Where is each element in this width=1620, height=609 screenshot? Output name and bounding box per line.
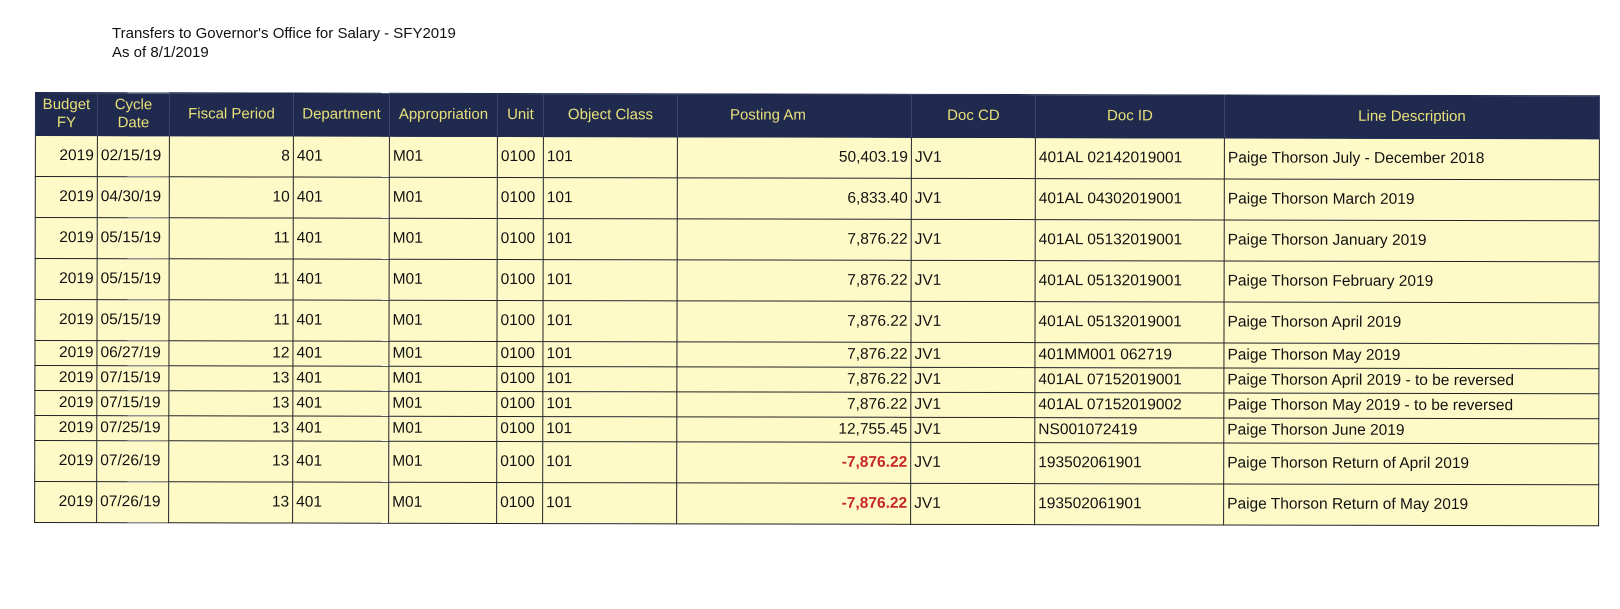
col-header-unit: Unit — [497, 93, 543, 136]
cell-appropriation: M01 — [389, 441, 497, 482]
transfers-table-container — [34, 92, 1599, 526]
col-header-object-class: Object Class — [543, 94, 677, 137]
cell-posting-amount: 12,755.45 — [677, 417, 911, 442]
cell-line-description: Paige Thorson June 2019 — [1224, 418, 1599, 444]
table-row — [35, 416, 1599, 444]
cell-doc-cd: JV1 — [911, 483, 1035, 524]
cell-cycle-date: 05/15/19 — [97, 218, 169, 259]
cell-unit: 0100 — [497, 177, 543, 218]
cell-doc-id: 193502061901 — [1035, 443, 1224, 484]
cell-doc-cd: JV1 — [911, 392, 1035, 417]
cell-object-class: 101 — [543, 417, 677, 442]
col-header-department: Department — [293, 93, 389, 136]
transfers-table — [34, 92, 1600, 526]
cell-doc-cd: JV1 — [911, 367, 1035, 392]
cell-doc-id: 401MM001 062719 — [1035, 343, 1224, 368]
table-row — [35, 391, 1599, 419]
cell-object-class: 101 — [543, 367, 677, 392]
cell-object-class: 101 — [543, 442, 677, 483]
cell-posting-amount: 7,876.22 — [677, 301, 911, 342]
cell-appropriation: M01 — [389, 391, 497, 416]
cell-fiscal-period: 13 — [169, 416, 293, 441]
col-header-fiscal-period: Fiscal Period — [169, 93, 293, 136]
cell-cycle-date: 05/15/19 — [97, 300, 169, 341]
cell-doc-cd: JV1 — [911, 342, 1035, 367]
cell-doc-id: 401AL 07152019001 — [1035, 368, 1224, 393]
col-header-posting-amount: Posting Am — [677, 94, 911, 137]
cell-posting-amount: 6,833.40 — [677, 178, 911, 219]
cell-posting-amount: 7,876.22 — [677, 367, 911, 392]
cell-line-description: Paige Thorson January 2019 — [1224, 220, 1599, 262]
cell-fiscal-period: 11 — [169, 259, 293, 300]
cell-line-description: Paige Thorson Return of April 2019 — [1224, 443, 1599, 485]
cell-cycle-date: 07/15/19 — [97, 366, 169, 391]
cell-fiscal-period: 13 — [169, 441, 293, 482]
cell-department: 401 — [293, 300, 389, 341]
cell-budget-fy: 2019 — [35, 218, 97, 259]
cell-department: 401 — [293, 482, 389, 523]
cell-appropriation: M01 — [389, 416, 497, 441]
col-header-line-description: Line Description — [1224, 95, 1599, 139]
cell-appropriation: M01 — [389, 177, 497, 218]
cell-doc-id: NS001072419 — [1035, 418, 1224, 443]
cell-doc-id: 401AL 05132019001 — [1035, 220, 1224, 261]
cell-unit: 0100 — [497, 482, 543, 523]
cell-doc-id: 401AL 05132019001 — [1035, 261, 1224, 302]
cell-doc-cd: JV1 — [911, 137, 1035, 178]
cell-doc-id: 401AL 04302019001 — [1035, 179, 1224, 220]
cell-appropriation: M01 — [389, 300, 497, 341]
cell-unit: 0100 — [497, 391, 543, 416]
cell-unit: 0100 — [497, 300, 543, 341]
cell-budget-fy: 2019 — [35, 341, 97, 366]
cell-object-class: 101 — [543, 483, 677, 524]
cell-appropriation: M01 — [389, 259, 497, 300]
report-as-of-date: As of 8/1/2019 — [112, 44, 209, 61]
cell-fiscal-period: 10 — [169, 177, 293, 218]
cell-line-description: Paige Thorson May 2019 — [1224, 343, 1599, 369]
table-row — [35, 136, 1599, 180]
cell-unit: 0100 — [497, 441, 543, 482]
cell-department: 401 — [293, 391, 389, 416]
table-row — [35, 366, 1599, 394]
cell-fiscal-period: 12 — [169, 341, 293, 366]
cell-cycle-date: 07/26/19 — [97, 482, 169, 523]
table-row — [35, 177, 1599, 221]
cell-budget-fy: 2019 — [35, 259, 97, 300]
cell-unit: 0100 — [497, 218, 543, 259]
table-row — [35, 218, 1599, 262]
cell-appropriation: M01 — [389, 218, 497, 259]
cell-doc-cd: JV1 — [911, 417, 1035, 442]
cell-object-class: 101 — [543, 301, 677, 342]
cell-posting-amount: 7,876.22 — [677, 342, 911, 367]
cell-doc-cd: JV1 — [911, 260, 1035, 301]
cell-fiscal-period: 11 — [169, 218, 293, 259]
cell-doc-id: 193502061901 — [1035, 484, 1224, 525]
cell-doc-id: 401AL 07152019002 — [1035, 393, 1224, 418]
cell-posting-amount: -7,876.22 — [677, 442, 911, 483]
cell-posting-amount: 50,403.19 — [677, 137, 911, 178]
cell-appropriation: M01 — [389, 341, 497, 366]
cell-line-description: Paige Thorson April 2019 - to be reversed — [1224, 368, 1599, 394]
cell-department: 401 — [293, 341, 389, 366]
cell-unit: 0100 — [497, 416, 543, 441]
cell-doc-id: 401AL 05132019001 — [1035, 302, 1224, 343]
cell-line-description: Paige Thorson May 2019 - to be reversed — [1224, 393, 1599, 419]
cell-posting-amount: 7,876.22 — [677, 392, 911, 417]
report-title: Transfers to Governor's Office for Salary - SFY2019 — [112, 25, 456, 42]
cell-line-description: Paige Thorson April 2019 — [1224, 302, 1599, 344]
cell-fiscal-period: 13 — [169, 482, 293, 523]
cell-budget-fy: 2019 — [35, 416, 97, 441]
cell-budget-fy: 2019 — [35, 300, 97, 341]
col-header-doc-id: Doc ID — [1035, 95, 1224, 138]
cell-object-class: 101 — [543, 260, 677, 301]
cell-appropriation: M01 — [389, 366, 497, 391]
cell-budget-fy: 2019 — [35, 136, 97, 177]
cell-cycle-date: 07/25/19 — [97, 416, 169, 441]
col-header-appropriation: Appropriation — [389, 93, 497, 136]
cell-object-class: 101 — [543, 342, 677, 367]
report-header — [112, 24, 456, 62]
cell-department: 401 — [293, 136, 389, 177]
cell-budget-fy: 2019 — [35, 366, 97, 391]
cell-line-description: Paige Thorson Return of May 2019 — [1224, 484, 1599, 526]
cell-object-class: 101 — [543, 219, 677, 260]
cell-object-class: 101 — [543, 392, 677, 417]
cell-object-class: 101 — [543, 178, 677, 219]
cell-line-description: Paige Thorson February 2019 — [1224, 261, 1599, 303]
cell-posting-amount: 7,876.22 — [677, 219, 911, 260]
cell-budget-fy: 2019 — [35, 391, 97, 416]
table-row — [35, 300, 1599, 344]
col-header-doc-cd: Doc CD — [911, 94, 1035, 137]
cell-line-description: Paige Thorson July - December 2018 — [1224, 138, 1599, 180]
cell-cycle-date: 07/15/19 — [97, 391, 169, 416]
cell-fiscal-period: 11 — [169, 300, 293, 341]
cell-line-description: Paige Thorson March 2019 — [1224, 179, 1599, 221]
cell-fiscal-period: 8 — [169, 136, 293, 177]
table-row — [35, 441, 1599, 485]
cell-doc-cd: JV1 — [911, 178, 1035, 219]
cell-doc-cd: JV1 — [911, 442, 1035, 483]
cell-department: 401 — [293, 259, 389, 300]
cell-doc-cd: JV1 — [911, 219, 1035, 260]
cell-doc-id: 401AL 02142019001 — [1035, 138, 1224, 179]
cell-cycle-date: 02/15/19 — [97, 136, 169, 177]
cell-department: 401 — [293, 441, 389, 482]
cell-object-class: 101 — [543, 137, 677, 178]
cell-doc-cd: JV1 — [911, 301, 1035, 342]
cell-appropriation: M01 — [389, 482, 497, 523]
cell-unit: 0100 — [497, 136, 543, 177]
cell-department: 401 — [293, 366, 389, 391]
table-row — [35, 259, 1599, 303]
cell-budget-fy: 2019 — [35, 441, 97, 482]
cell-cycle-date: 06/27/19 — [97, 341, 169, 366]
col-header-cycle-date: Cycle Date — [97, 93, 169, 136]
cell-budget-fy: 2019 — [35, 482, 97, 523]
cell-posting-amount: 7,876.22 — [677, 260, 911, 301]
cell-cycle-date: 07/26/19 — [97, 441, 169, 482]
cell-posting-amount: -7,876.22 — [677, 483, 911, 524]
cell-unit: 0100 — [497, 341, 543, 366]
cell-department: 401 — [293, 177, 389, 218]
cell-department: 401 — [293, 218, 389, 259]
cell-unit: 0100 — [497, 366, 543, 391]
cell-budget-fy: 2019 — [35, 177, 97, 218]
table-header-row — [35, 93, 1599, 139]
cell-cycle-date: 04/30/19 — [97, 177, 169, 218]
cell-unit: 0100 — [497, 259, 543, 300]
cell-fiscal-period: 13 — [169, 391, 293, 416]
cell-appropriation: M01 — [389, 136, 497, 177]
cell-department: 401 — [293, 416, 389, 441]
table-row — [35, 482, 1599, 526]
table-row — [35, 341, 1599, 369]
cell-fiscal-period: 13 — [169, 366, 293, 391]
col-header-budget-fy: Budget FY — [35, 93, 97, 136]
cell-cycle-date: 05/15/19 — [97, 259, 169, 300]
